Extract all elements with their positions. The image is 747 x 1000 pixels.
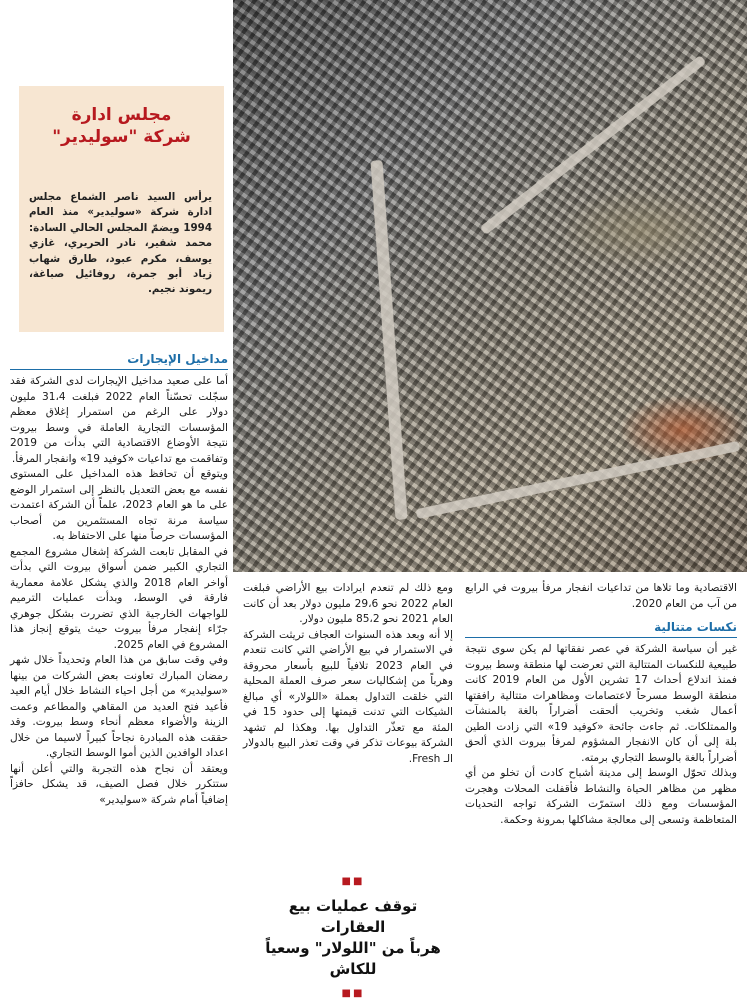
paragraph: إلا أنه وبعد هذه السنوات العجاف تريثت الشركة في الاستمرار في بيع الأراضي التي كانت تنعدم في العام 2023 تلافياً للبيع بأسعار محروقة وهرباً من إشكاليات سعر صرف العملة المحلية التي خلقت التداول بعملة «اللولار» أي مبالغ الشيكات التي تدنت قيمتها إلى حدود 15 في المئة مع تعذّر التداول بها. وهكذا لم تشهد الشركة بيوعات تذكر في وقت تعذر البيع بالدولار الـ Fresh.: [243, 628, 453, 765]
paragraph: وفي وقت سابق من هذا العام وتحديداً خلال شهر رمضان المبارك تعاونت بعض الشركات من بينها «سوليدير» من أجل احياء النشاط خلال أيام العيد فأعيد فتح العديد من المقاهي والمطاعم وعمت الزينة والأضواء معظم أنحاء وسط بيروت. وقد حققت هذه المبادرة نجاحاً كبيراً لاسيما من خلال اعداد الوافدين الذين أموا الوسط التجاري.: [10, 654, 228, 759]
sidebar-body: يرأس السيد ناصر الشماع مجلس ادارة شركة «سوليدير» منذ العام 1994 ويضمّ المجلس الحالي السادة: محمد شقير، نادر الحريري، غازي يوسف، مكرم عبود، طارق شهاب زياد أبو جمرة، روفائيل صباغة، ريموند نجيم.: [29, 191, 212, 296]
highway: [370, 160, 407, 520]
paragraph: في المقابل تابعت الشركة إشغال مشروع المجمع التجاري الكبير ضمن أسواق بيروت التي بدأت أواخر العام 2018 والذي يشكل علامة معمارية فارقة في الوسط، وبدأت عمليات الترميم للواجهات الخارجية الذي تضررت بشكل جوهري جرّاء إنفجار مرفأ بيروت حيث يتوقع إنجاز هذا المشروع في العام 2025.: [10, 545, 228, 651]
headline-bullets-bottom: ■■: [341, 988, 365, 999]
sidebar-title-line2: شركة "سوليدير": [52, 127, 191, 147]
headline-line2: هرباً من "اللولار" وسعياً للكاش: [265, 939, 441, 978]
subhead-rule: [10, 369, 228, 370]
aerial-city-photo: [233, 0, 747, 572]
headline-line1: توقف عمليات بيع العقارات: [288, 897, 418, 936]
paragraph: ومع ذلك لم تنعدم ايرادات بيع الأراضي فبلغت العام 2022 نحو 29،6 مليون دولار بعد أن كانت العام 2021 نحو 85،2 مليون دولار.: [243, 582, 453, 625]
pull-headline: [262, 876, 444, 999]
intro-paragraph: الاقتصادية وما تلاها من تداعيات انفجار مرفأ بيروت في الرابع من آب من العام 2020.: [465, 582, 737, 610]
right-column: [465, 581, 737, 828]
paragraph: غير أن سياسة الشركة في عصر نفقاتها لم يكن سوى نتيجة طبيعية للنكسات المتتالية التي تعرضت لها منطقة وسط بيروت فمنذ اندلاع أحداث 17 تشرين الأول من العام 2019 كانت منطقة الوسط مسرحاً لاعتصامات ومظاهرات متتالية رافقتها أعمال شغب وتخريب ألحقت أضراراً بالغة بالمنشآت والممتلكات. ثم جاءت جائحة «كوفيد 19» التي زادت الطين بلة إلى أن كان الانفجار المشؤوم لمرفأ بيروت الذي ألحق أضراراً بالغة بالوسط التجاري برمته.: [465, 643, 737, 764]
subhead-rule: [465, 637, 737, 638]
ring-road: [480, 55, 707, 235]
middle-column: [243, 581, 453, 767]
paragraph: ويتوقع أن تحافظ هذه المداخيل على المستوى نفسه مع بعض التعديل بالنظر إلى استمرار الوضع على ما هو العام 2023، علماً أن الشركة اعتمدت سياسة مرنة تجاه المستثمرين من أصحاب المؤسسات حرصاً منها على الاحتفاظ به.: [10, 468, 228, 542]
sidebar-title: [29, 104, 214, 148]
ring-road-south: [416, 441, 741, 519]
setbacks-subhead: نكسات متتالية: [654, 620, 737, 634]
headline-text: [262, 896, 444, 980]
board-sidebar-box: [19, 86, 224, 332]
headline-bullets-top: ■■: [341, 876, 365, 887]
paragraph: ويعتقد أن نجاح هذه التجربة والتي أعلن أنها ستتكرر خلال فصل الصيف، قد يشكل حافزاً إضافياً أمام شركة «سوليدير»: [10, 762, 228, 806]
paragraph: أما على صعيد مداخيل الإيجارات لدى الشركة فقد سجّلت تحسّناً العام 2022 فبلغت 31،4 مليون دولار على الرغم من استمرار إغلاق معظم المؤسسات التجارية العاملة في وسط بيروت نتيجة الأوضاع الاقتصادية التي بدأت من 2019 وتفاقمت مع تداعيات «كوفيد 19» وانفجار المرفأ.: [10, 375, 228, 465]
sidebar-title-line1: مجلس ادارة: [71, 105, 172, 125]
rental-income-subhead: مداخيل الإيجارات: [127, 352, 228, 366]
paragraph: وبذلك تحوّل الوسط إلى مدينة أشباح كادت أن تخلو من أي مظهر من مظاهر الحياة والنشاط فأقفلت المحلات وهجرت المؤسسات ومع ذلك استمرّت الشركة تواجه التحديات المتعاظمة وتسعى إلى معالجة مشاكلها بمرونة وحكمة.: [465, 767, 737, 826]
left-column: [10, 352, 228, 808]
